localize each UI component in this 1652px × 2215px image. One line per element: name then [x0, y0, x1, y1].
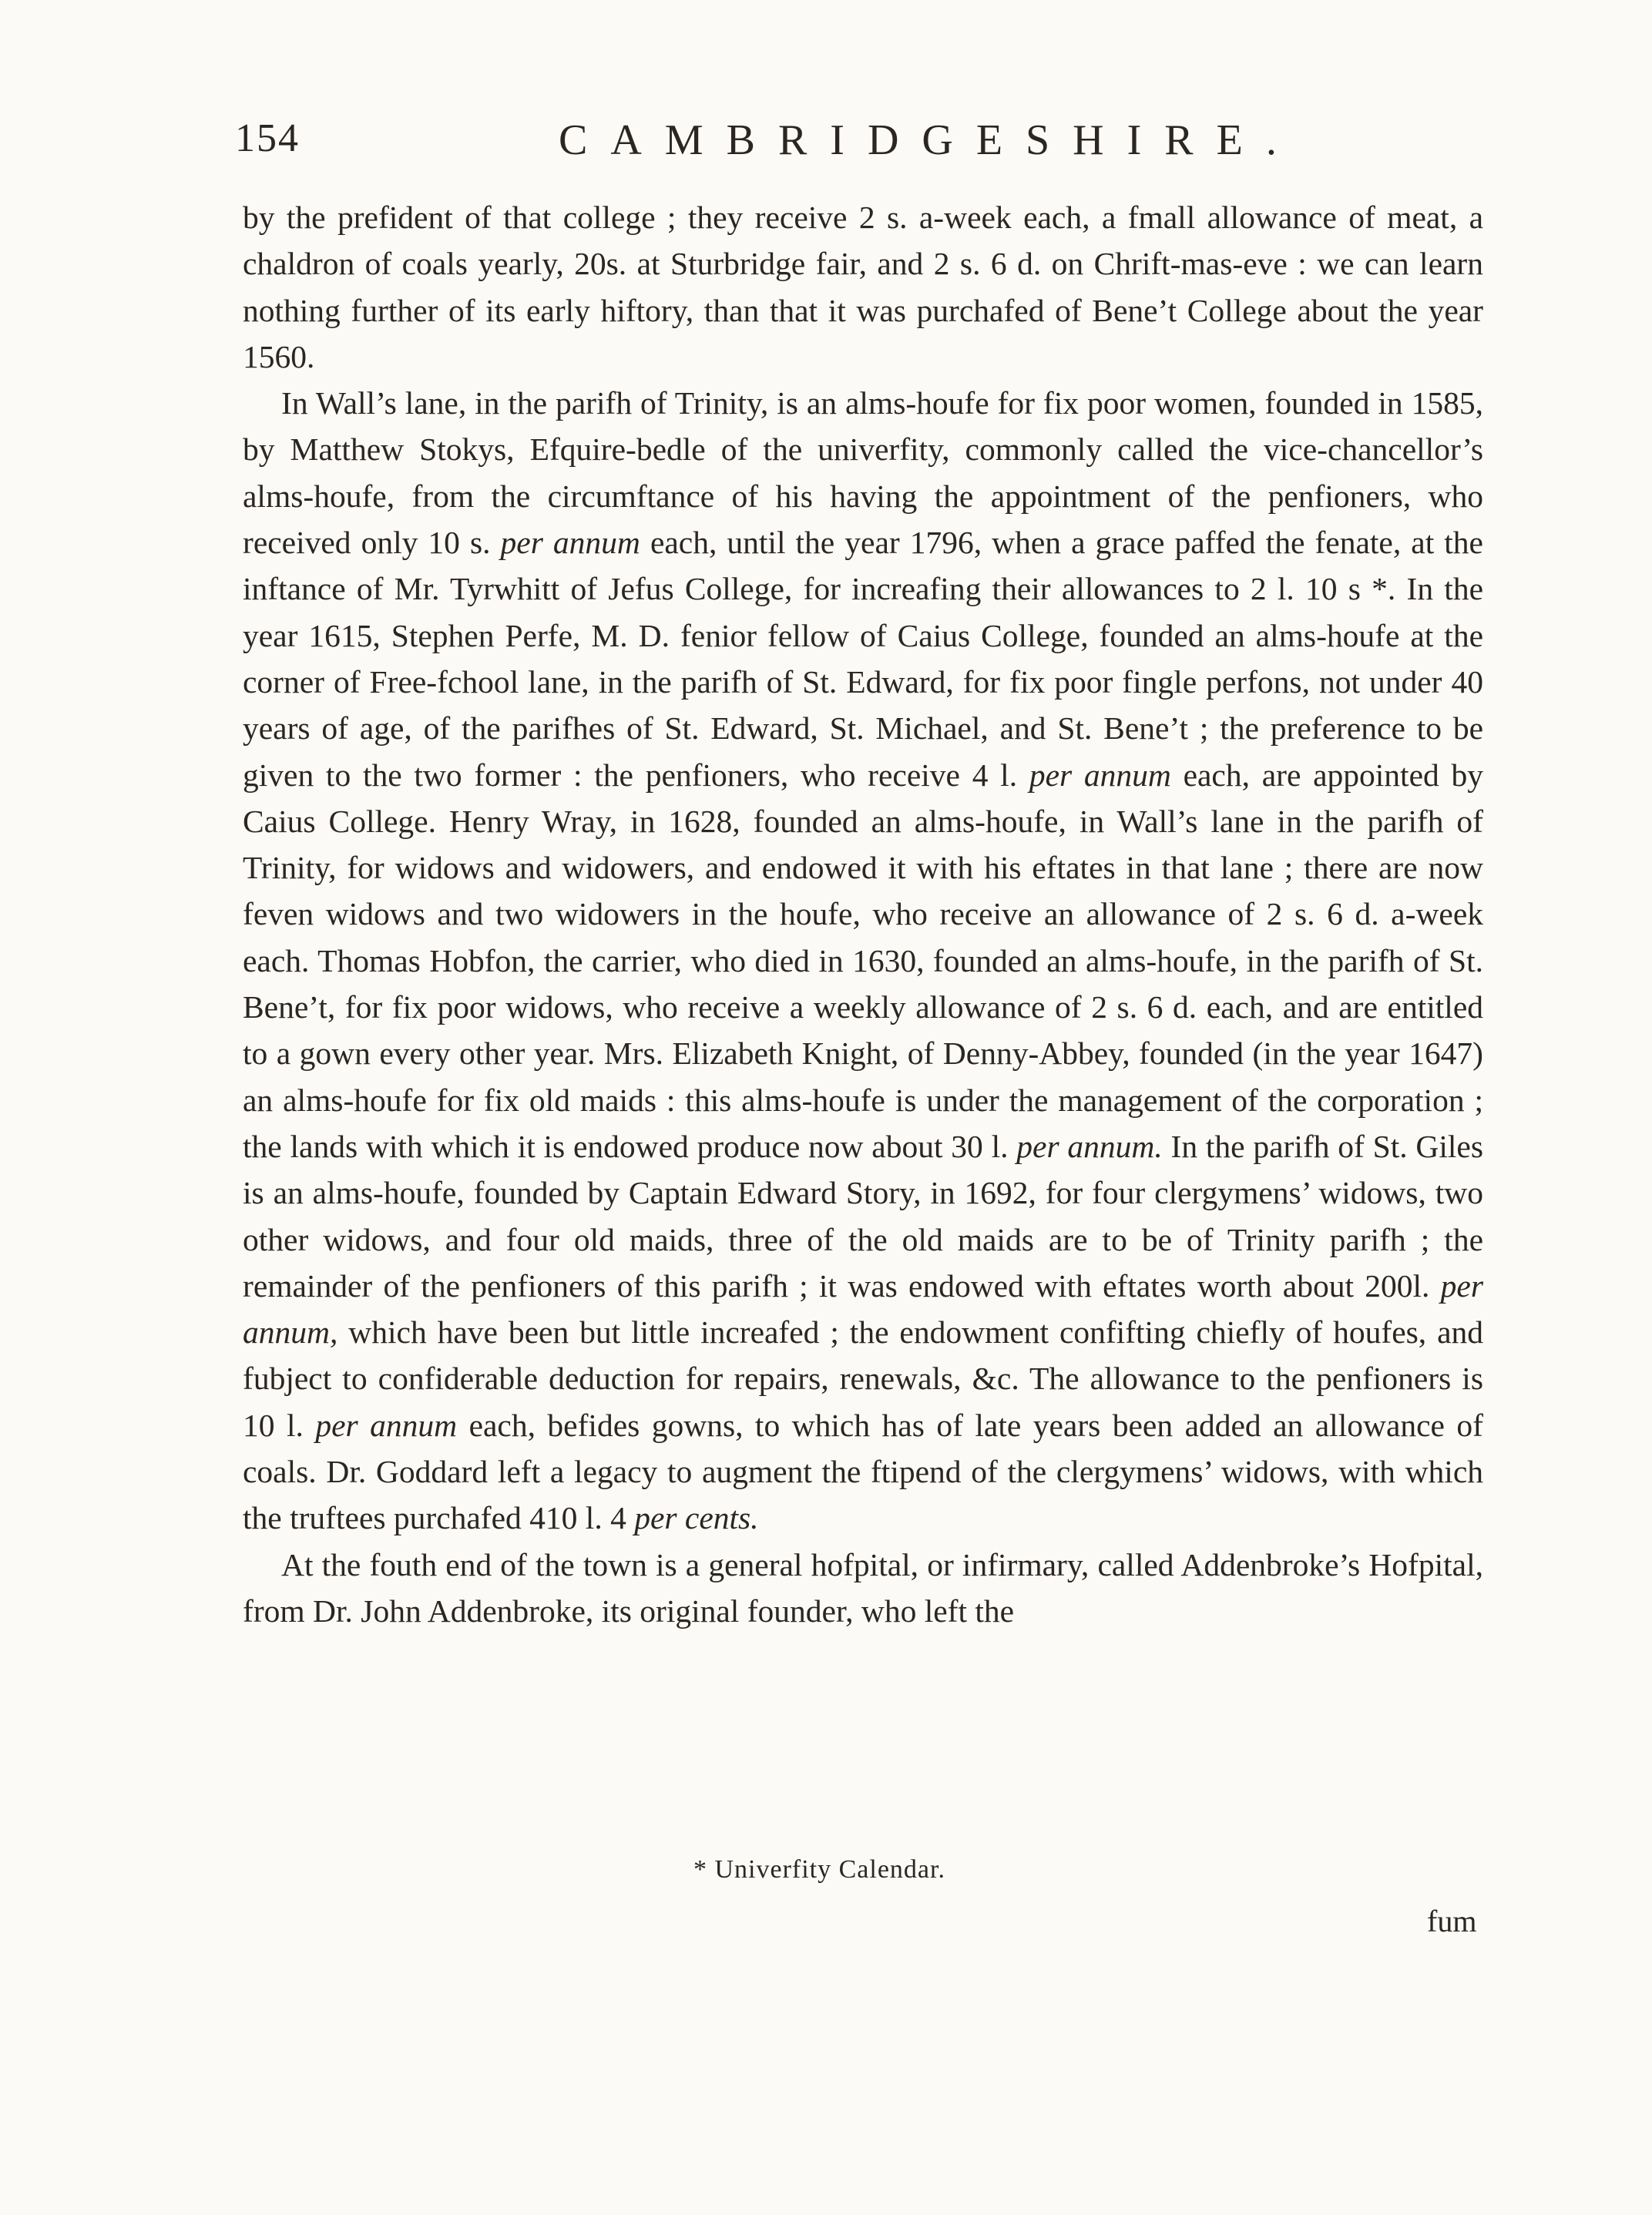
- italic-text-segment: per annum: [500, 525, 640, 561]
- text-segment: In the parifh of St. Giles is an alms-houfe, founded by Captain Edward Story, in 1692, for four clergymens’ widows, two other widows, and four old maids, three of the old maids are to be of Trinity parifh ; the remainder of the penfioners of this parifh ; it was endowed with eftates worth about 200l.: [243, 1128, 1484, 1304]
- text-segment: each, are appointed by Caius College. Henry Wray, in 1628, founded an alms-houfe, in Wall’s lane in the parifh of Trinity, for widows and widowers, and endowed it with his eftates in that lane ; there are now feven widows and two widowers in the houfe, who receive an allowance of 2 s. 6 d. a-week each. Thomas Hobfon, the carrier, who died in 1630, founded an alms-houfe, in the parifh of St. Bene’t, for fix poor widows, who receive a weekly allowance of 2 s. 6 d. each, and are entitled to a gown every other year. Mrs. Elizabeth Knight, of Denny-Abbey, founded (in the year 1647) an alms-houfe for fix old maids : this alms-houfe is under the management of the corporation ; the lands with which it is endowed produce now about 30 l.: [243, 757, 1483, 1164]
- text-segment: by the prefident of that college ; they receive 2 s. a-week each, a fmall allowance of meat, a chaldron of coals yearly, 20s. at Sturbridge fair, and 2 s. 6 d. on Chrift-mas-eve : we can learn nothing further of its early hiftory, than that it was purchafed of Bene’t College about the year 1560.: [243, 200, 1483, 374]
- body-text: [243, 194, 1483, 1634]
- text-segment: In Wall’s lane, in the parifh of Trinity, is an alms-houfe for fix poor women, founded in 1585, by Matthew Stokys, Efquire-bedle of the univerfity, commonly called the vice-chancellor’s alms-houfe, from the circumftance of his having the appointment of the penfioners, who received only 10 s.: [243, 385, 1483, 561]
- page-number: 154: [235, 116, 300, 160]
- italic-text-segment: per annum,: [243, 1267, 1483, 1351]
- paragraph: [243, 194, 1483, 380]
- paragraph: [243, 1542, 1483, 1635]
- page-header: [235, 116, 1491, 169]
- italic-text-segment: per cents.: [634, 1500, 759, 1536]
- footnote: * Univerfity Calendar.: [693, 1855, 945, 1884]
- italic-text-segment: per annum: [1029, 757, 1171, 793]
- paragraph: [243, 380, 1483, 1541]
- text-segment: each, befides gowns, to which has of late years been added an allowance of coals. Dr. Goddard left a legacy to augment the ftipend of the clergymens’ widows, with which the truftees purchafed 410 l. 4: [243, 1407, 1484, 1536]
- text-segment: each, until the year 1796, when a grace paffed the fenate, at the inftance of Mr. Tyrwhitt of Jefus College, for increafing their allowances to 2 l. 10 s *. In the year 1615, Stephen Perfe, M. D. fenior fellow of Caius College, founded an alms-houfe at the corner of Free-fchool lane, in the parifh of St. Edward, for fix poor fingle perfons, not under 40 years of age, of the parifhes of St. Edward, St. Michael, and St. Bene’t ; the preference to be given to the two former : the penfioners, who receive 4 l.: [243, 525, 1483, 793]
- running-title: CAMBRIDGESHIRE.: [559, 116, 1300, 164]
- italic-text-segment: per annum.: [1016, 1128, 1163, 1164]
- catchword: fum: [1427, 1904, 1477, 1938]
- italic-text-segment: per annum: [315, 1407, 458, 1443]
- text-segment: which have been but little increafed ; the endowment confifting chiefly of houfes, and fubject to confiderable deduction for repairs, renewals, &c. The allowance to the penfioners is 10 l.: [243, 1314, 1483, 1443]
- text-segment: At the fouth end of the town is a general hofpital, or infirmary, called Addenbroke’s Hofpital, from Dr. John Addenbroke, its original founder, who left the: [243, 1546, 1483, 1629]
